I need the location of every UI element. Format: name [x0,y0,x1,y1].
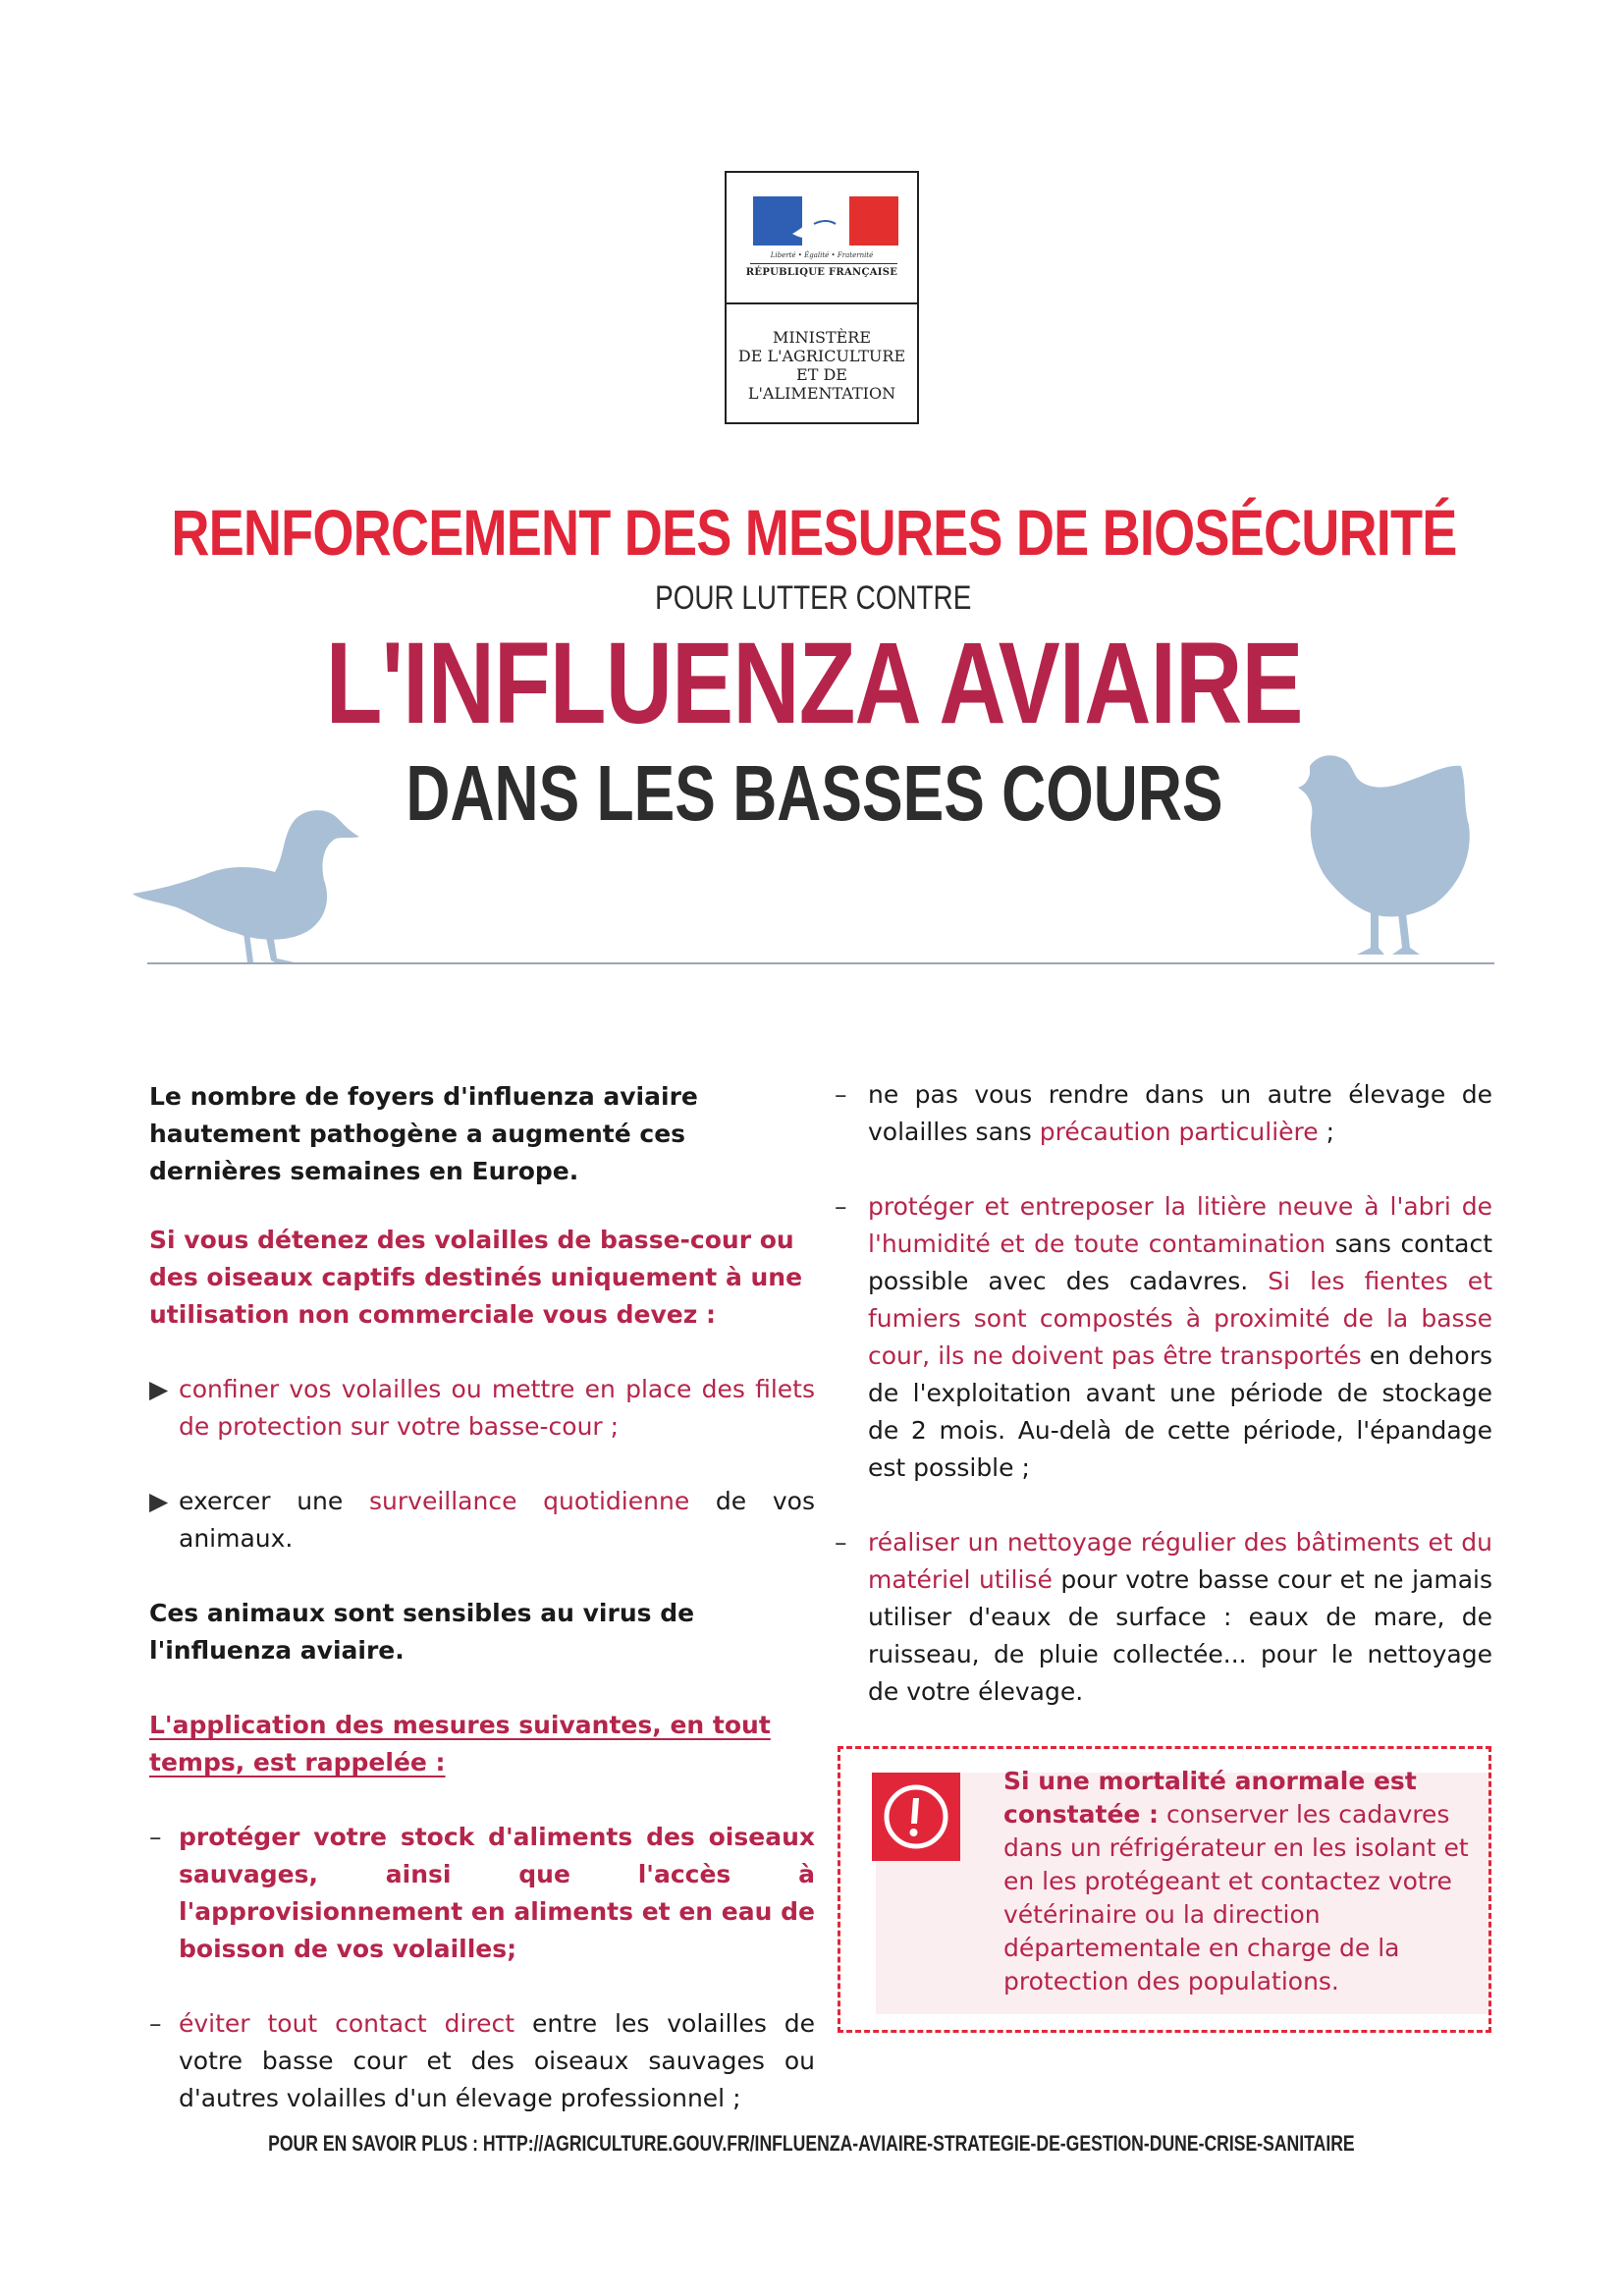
marianne-flag-icon [753,196,898,246]
ministry-line: DE L'AGRICULTURE [737,347,906,365]
republic-motto: Liberté • Égalité • Fraternité [770,251,874,259]
measure-highlight: réaliser un nettoyage régulier des bâtiments et du matériel utilisé [868,1528,1492,1594]
intro-paragraph: Le nombre de foyers d'influenza aviaire hautement pathogène a augmenté ces dernières semaines en Europe. [149,1082,698,1185]
logo-divider [750,263,897,264]
measure-text: ; [1318,1118,1335,1146]
list-item [835,1188,1492,1487]
measure-text: protéger votre stock d'aliments des oiseaux sauvages, ainsi que l'accès à l'approvisionnement en aliments et en eau de boisson de vos volailles; [179,1823,815,1963]
measure-text: pour votre basse cour et ne jamais utiliser d'eaux de surface : eaux de mare, de ruisseau, de pluie collectée... pour le nettoyage de votre élevage. [868,1565,1492,1706]
alert-bold: Si une mortalité anormale est constatée : [1003,1767,1417,1829]
triangle-bullet-icon: ▶ [149,1487,169,1515]
measure-text: sans contact possible avec des cadavres. [868,1230,1492,1295]
holders-paragraph: Si vous détenez des volailles de basse-cour ou des oiseaux captifs destinés uniquement à une utilisation non commerciale vous devez : [149,1226,803,1329]
ministry-line: L'ALIMENTATION [747,384,896,403]
alert-body: conserver les cadavres dans un réfrigérateur en les isolant et en les protégeant et contactez votre vétérinaire ou la direction départementale en charge de la protection des populations. [1003,1800,1469,1995]
mortality-alert-box [838,1746,1491,2033]
right-column [835,1076,1492,1748]
ministry-line: ET DE [796,365,847,384]
republique-francaise-label: RÉPUBLIQUE FRANÇAISE [745,267,898,278]
marianne-block [727,173,917,304]
bullet-text: confiner vos volailles ou mettre en place des filets de protection sur votre basse-cour ; [179,1375,815,1441]
dash-bullet: – [835,1192,847,1221]
exclamation-icon [872,1773,960,1861]
application-heading: L'application des mesures suivantes, en tout temps, est rappelée : [149,1711,771,1777]
title-line-1: RENFORCEMENT DES MESURES DE BIOSÉCURITÉ [171,496,1457,569]
ministry-logo [725,171,919,424]
measure-text: entre les volailles de votre basse cour et des oiseaux sauvages ou d'autres volailles d'un élevage professionnel ; [179,2009,815,2112]
dash-bullet: – [149,2009,162,2038]
measure-highlight: précaution particulière [1039,1118,1319,1146]
measure-text: ne pas vous rendre dans un autre élevage de volailles sans [868,1080,1492,1146]
bullet-text: exercer une [179,1487,369,1515]
title-line-3: L'INFLUENZA AVIAIRE [325,619,1303,748]
alert-text [1003,1765,1475,1998]
list-item [835,1524,1492,1711]
measure-highlight: Si les fientes et fumiers sont compostés à proximité de la basse cour, ils ne doivent pas être transportés [868,1267,1492,1370]
list-item [149,1819,815,1968]
bullet-text: de vos animaux. [179,1487,816,1553]
ground-line [147,962,1494,964]
sensitive-paragraph: Ces animaux sont sensibles au virus de l'influenza aviaire. [149,1599,695,1665]
list-item [149,1371,815,1446]
ministry-name [727,328,917,403]
left-column [149,1078,815,2155]
ministry-line: MINISTÈRE [772,328,872,347]
footer-link-text: POUR EN SAVOIR PLUS : HTTP://AGRICULTURE.GOUV.FR/INFLUENZA-AVIAIRE-STRATEGIE-DE-GESTION-DUNE-CRISE-SANITAIRE [268,2131,1355,2156]
list-item [149,2005,815,2117]
duck-silhouette-icon [128,786,383,967]
list-item [149,1483,815,1558]
dash-bullet: – [835,1080,847,1109]
dash-bullet: – [835,1528,847,1557]
list-item [835,1076,1492,1151]
title-line-2: POUR LUTTER CONTRE [655,579,972,617]
measure-highlight: protéger et entreposer la litière neuve à l'abri de l'humidité et de toute contamination [868,1192,1492,1258]
dash-bullet: – [149,1823,162,1851]
measure-highlight: éviter tout contact direct [179,2009,515,2038]
bullet-highlight: surveillance quotidienne [369,1487,690,1515]
title-line-4: DANS LES BASSES COURS [406,749,1223,837]
hen-silhouette-icon [1288,746,1485,967]
triangle-bullet-icon: ▶ [149,1375,169,1403]
measure-text: en dehors de l'exploitation avant une période de stockage de 2 mois. Au-delà de cette période, l'épandage est possible ; [868,1341,1493,1482]
